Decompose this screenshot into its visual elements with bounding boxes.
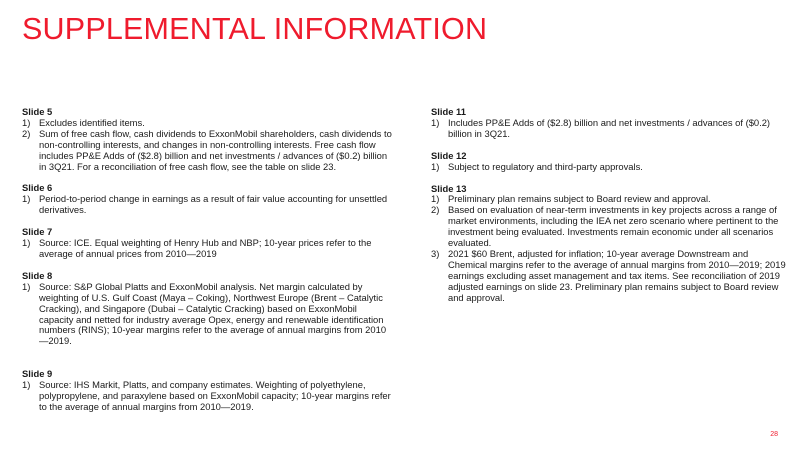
slide-heading: Slide 6	[22, 182, 53, 194]
slide-heading: Slide 11	[431, 106, 466, 117]
footnote-list	[22, 380, 392, 413]
footnote-text: Subject to regulatory and third-party approvals.	[448, 160, 643, 172]
footnote-text: Source: ICE. Equal weighting of Henry Hub and NBP; 10-year prices refer to the average of annual prices from 2010—2019	[39, 237, 372, 259]
footnote-item	[22, 380, 392, 413]
notes-slide-6	[22, 183, 392, 216]
footnote-list	[22, 118, 392, 173]
footnote-text: Source: IHS Markit, Platts, and company estimates. Weighting of polyethylene, polypropylene, and paraxylene based on ExxonMobil capacity; 10-year margins refer to the average of annual margins from 2010—2019.	[39, 379, 391, 412]
footnote-text: Sum of free cash flow, cash dividends to ExxonMobil shareholders, cash dividends to non-controlling interests, and changes in non-controlling interests. Free cash flow includes PP&E Adds of ($2.8) billion and net investments / advances of ($0.2) billion in 3Q21. For a reconciliation of free cash flow, see the table on slide 23.	[39, 127, 392, 172]
footnote-list	[22, 194, 392, 216]
footnote-number: 1)	[22, 379, 31, 391]
notes-slide-13	[431, 184, 786, 304]
notes-slide-11	[431, 107, 786, 140]
notes-slide-8	[22, 271, 392, 347]
notes-slide-9	[22, 369, 392, 413]
footnote-number: 1)	[431, 193, 440, 205]
right-notes-column	[431, 107, 786, 315]
notes-slide-12	[431, 151, 786, 173]
notes-slide-7	[22, 227, 392, 260]
footnote-text: Excludes identified items.	[39, 116, 145, 128]
footnote-item	[431, 118, 786, 140]
footnote-list	[22, 238, 392, 260]
footnote-text: Period-to-period change in earnings as a result of fair value accounting for unsettled derivatives.	[39, 193, 388, 216]
footnote-text: Includes PP&E Adds of ($2.8) billion and net investments / advances of ($0.2) billion in 3Q21.	[448, 116, 771, 139]
page-title: SUPPLEMENTAL INFORMATION	[22, 12, 488, 46]
footnote-text: Source: S&P Global Platts and ExxonMobil analysis. Net margin calculated by weighting of U.S. Gulf Coast (Maya – Coking), Northwest Europe (Brent – Catalytic Cracking), and Singapore (Dubai – Catalytic Cracking) based on ExxonMobil capacity and netted for industry average Opex, energy and renewable identification numbers (RINS); 10-year margins refer to the average of annual margins from 2010—2019.	[39, 280, 387, 347]
footnote-list	[431, 118, 786, 140]
slide-heading: Slide 9	[22, 368, 53, 380]
footnote-number: 1)	[22, 193, 31, 205]
slide-heading: Slide 5	[22, 106, 53, 117]
footnote-item	[22, 238, 392, 260]
footnote-number: 1)	[22, 280, 31, 292]
notes-slide-5	[22, 107, 392, 172]
footnote-number: 1)	[22, 237, 31, 249]
footnote-number: 2)	[431, 204, 440, 216]
footnote-number: 3)	[431, 247, 440, 259]
slide-heading: Slide 13	[431, 182, 467, 194]
footnote-list	[22, 282, 392, 347]
footnote-list	[431, 194, 786, 303]
left-notes-column	[22, 107, 392, 424]
footnote-item	[22, 282, 392, 347]
footnote-list	[431, 162, 786, 173]
footnote-item	[431, 162, 786, 173]
footnote-number: 1)	[22, 116, 31, 128]
page-number: 28	[770, 431, 778, 438]
footnote-item	[431, 249, 786, 304]
footnote-item	[431, 205, 786, 249]
footnote-number: 2)	[22, 127, 31, 139]
slide-heading: Slide 7	[22, 226, 53, 238]
footnote-text: 2021 $60 Brent, adjusted for inflation; 10-year average Downstream and Chemical margins refer to the average of annual margins from 2010—2019; 2019 earnings excluding asset management and tax items. See reconciliation of 2019 adjusted earnings on slide 23. Preliminary plan remains subject to Board review and approval.	[448, 247, 786, 303]
footnote-text: Preliminary plan remains subject to Board review and approval.	[448, 193, 711, 205]
footnote-text: Based on evaluation of near-term investments in key projects across a range of market environments, including the IEA net zero scenario where pertinent to the investment being evaluated. Investments remain economic under all scenarios evaluated.	[448, 204, 779, 249]
footnote-item	[22, 129, 392, 173]
slide-heading: Slide 8	[22, 269, 53, 281]
footnote-number: 1)	[431, 116, 440, 128]
footnote-number: 1)	[431, 160, 440, 172]
footnote-item	[22, 194, 392, 216]
slide-heading: Slide 12	[431, 149, 467, 161]
